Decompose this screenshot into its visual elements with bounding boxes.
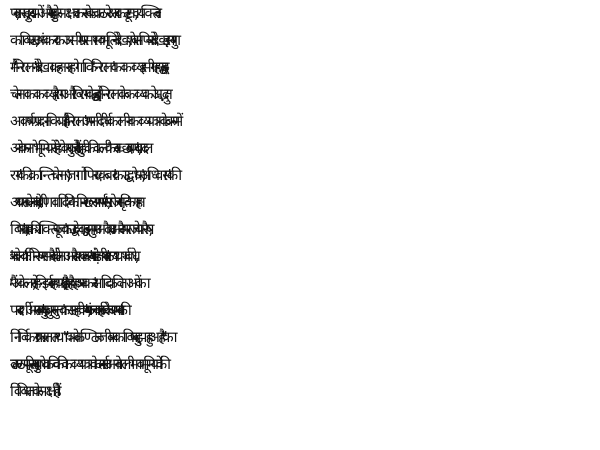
- body-paragraph: [10, 0, 596, 405]
- text-line-9: विषाद, 'राम की शक्ति-पूजा' का उद्वेलक द्वन्द्व, अनुपम औदात्य और अपराजेय पौरुष,: [10, 220, 148, 238]
- text-line-15: विविधता के साक्षी हैं।: [10, 382, 56, 400]
- text-line-3: में 'निराला' ने देखा। कहना न होगा कि 'निराला' का काव्य इसी गहन द्वन्द्व-: [10, 58, 165, 76]
- text-line-7: राग' की क्रान्तिचेतना, 'जागो फिर एक बार' का उद्बोधन, 'अधिवास' की: [10, 166, 178, 184]
- text-line-2: का विघटन, अंधकार का असीम प्रसार भवभूति ने देखा, शेक्सपियर ने देखा, इस युग: [10, 31, 176, 49]
- text-line-4: चेतना का काव्य है। राग और विराग के द्वन्द्व ने निराला के काव्य को अद्भुत: [10, 85, 168, 103]
- text-line-8: अध्यात्मचेतना, 'वर दे वीणावादिनि' का निश्छल समर्पण, 'सरोजस्मृति' का गहन: [10, 193, 140, 211]
- text-line-13: निर्विकार प्रपन्नता तथा "पत्रोत्कण्ठित जीवन का विष बुझा हुआ है" का: [10, 328, 173, 346]
- text-line-14: उत्कण्ठा-पूरित मृत्यु-बोध कवि की काव्ययात्रा के अन्तर्गत आने वाली भावभूमियों की: [10, 355, 166, 373]
- text-line-12: पारदर्शी आत्मकथ्य, 'कुकुरमुत्ता' का सतही व्यंग्य, 'भजन कर हरि के चरण मन' की: [10, 301, 126, 319]
- text-line-6: अनेक मनोभूमियों से होकर गुजरे हैं। 'जुही की कली' का स्वच्छन्द प्रणय, 'बादल: [10, 139, 148, 157]
- text-line-1: पन, त्रास, दुःस्वप्नों और मृत्यु के साक्षात्कार से वज्र कठोर अतर का टूटना, व्यक्तित्व: [10, 4, 157, 22]
- text-line-11: 'मैं अकेला, स्नेह निर्झर बह गया है', 'गहन है यह अन्धकार' आदि कविताओं का: [10, 274, 146, 292]
- text-line-5: आकर्षण प्रदान किया है। 'निराला' अपनी दीर्घकालीन काव्य-यात्रा के क्रम में: [10, 112, 178, 130]
- text-line-10: 'वनबेला' की निरुपम सौन्दर्य चेतना और सशक्त व्यंग्य. 'तोड़ती पत्थर' का यथार्थबोध,: [10, 247, 134, 265]
